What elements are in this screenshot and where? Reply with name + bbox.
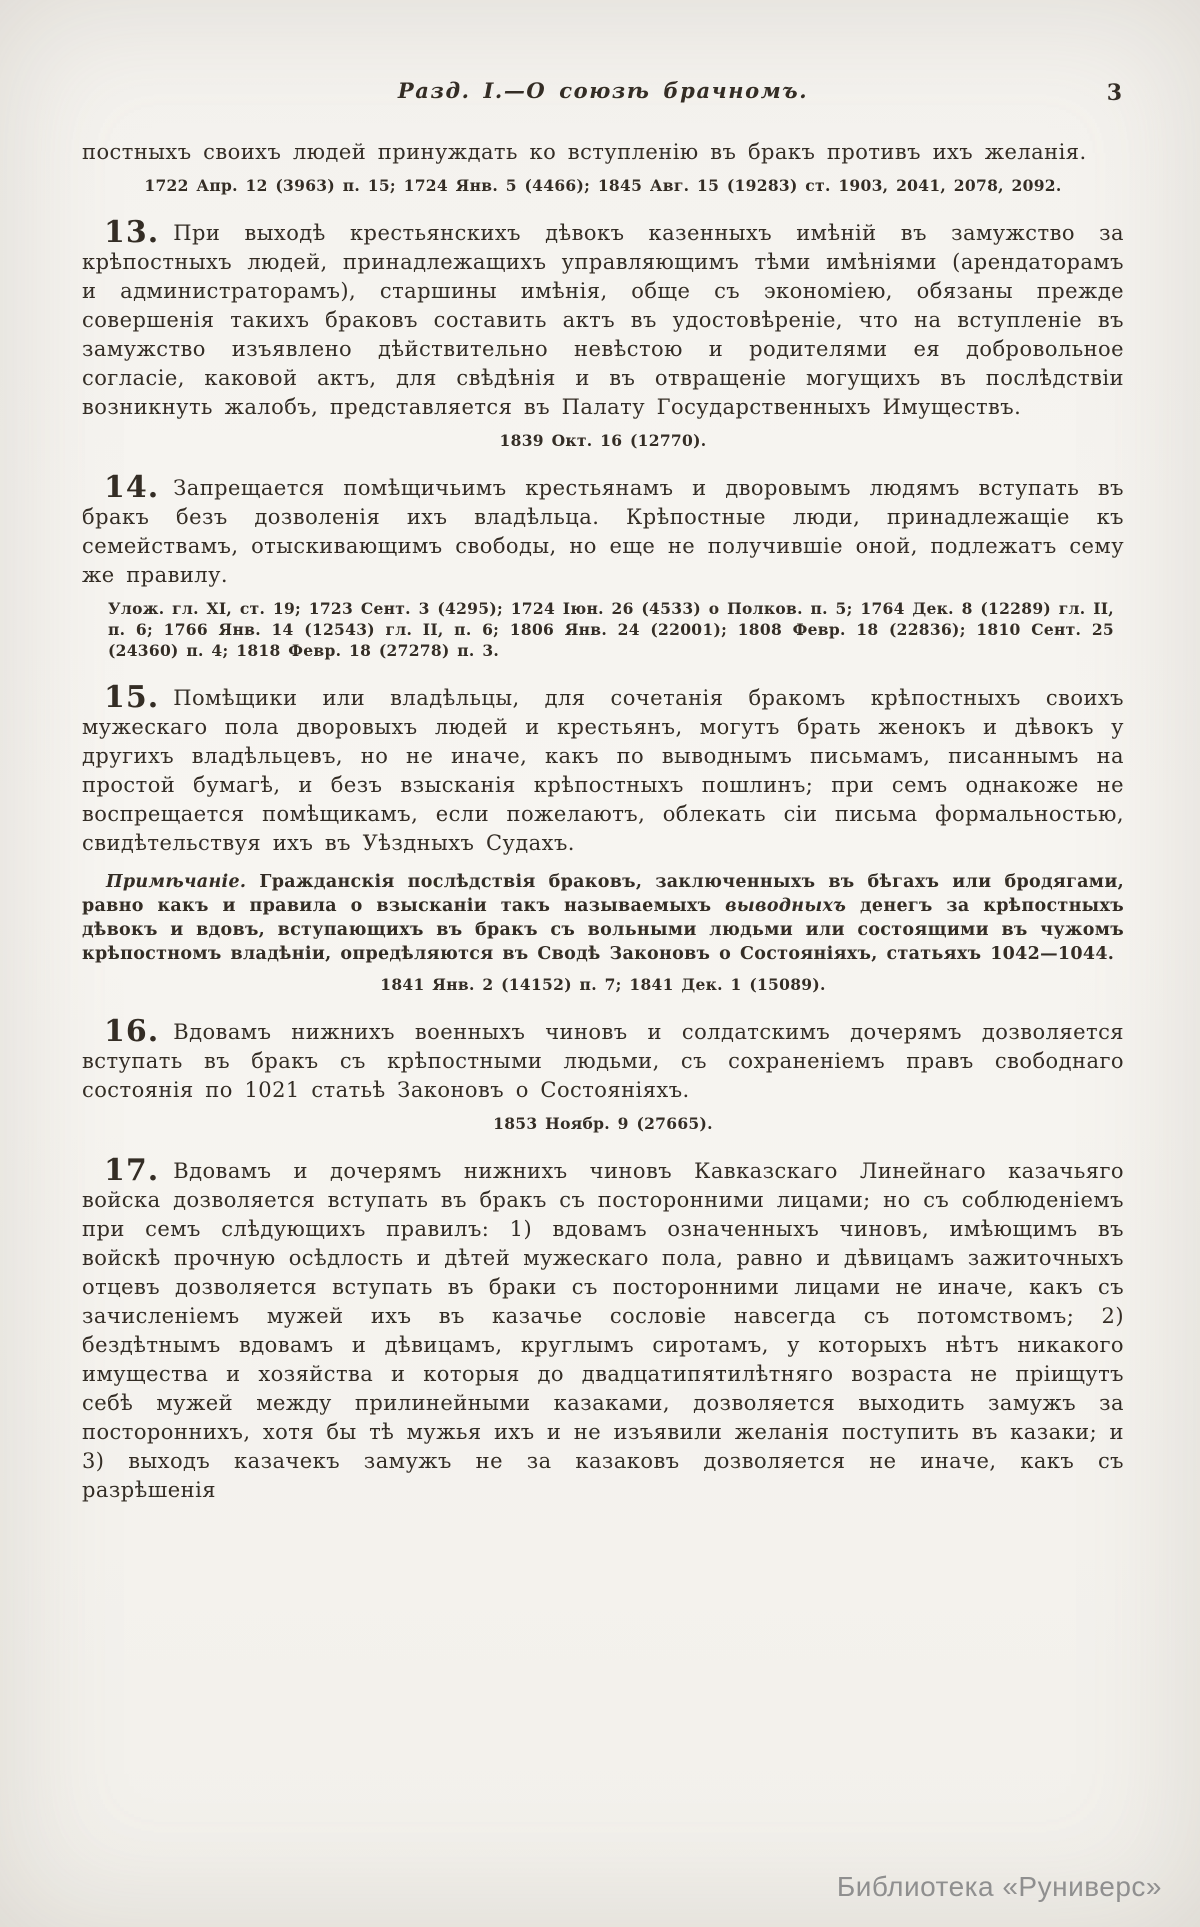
citation-article-16: 1853 Ноябр. 9 (27665). — [493, 1114, 713, 1133]
article-17-text: Вдовамъ и дочерямъ нижнихъ чиновъ Кавказскаго Линейнаго казачьяго войска дозволяется вступать въ бракъ съ посторонними лицами; но съ соблюденіемъ при семъ слѣдующихъ правилъ: 1) вдовамъ означенныхъ чиновъ, имѣющимъ въ войскѣ прочную осѣдлость и дѣтей мужескаго пола, равно и дѣвицамъ зажиточныхъ отцевъ дозволяется вступать въ браки съ посторонними лицами не иначе, какъ съ зачисленіемъ мужей ихъ въ казачье сословіе навсегда съ потомствомъ; 2) бездѣтнымъ вдовамъ и дѣвицамъ, круглымъ сиротамъ, у которыхъ нѣтъ никакого имущества и хозяйства и которыя до двадцатипятилѣтняго возраста не пріищутъ себѣ мужей между прилинейными казаками, дозволяется выходить замужъ за постороннихъ, хотя бы тѣ мужья ихъ и не изъявили желанія поступить въ казаки; и 3) выходъ казачекъ замужъ не за казаковъ дозволяется не иначе, какъ съ разрѣшенія — [82, 1159, 1124, 1502]
page-number: 3 — [1106, 80, 1122, 106]
note-label: Примѣчаніе. — [106, 872, 247, 892]
paragraph-continuation: постныхъ своихъ людей принуждать ко вступленію въ бракъ противъ ихъ желанія. — [82, 140, 1087, 164]
section-title: Разд. I.—О союзѣ брачномъ. — [397, 78, 809, 103]
article-15-text: Помѣщики или владѣльцы, для сочетанія бракомъ крѣпостныхъ своихъ мужескаго пола дворовыхъ людей и крестьянъ, могутъ брать женокъ и дѣвокъ у другихъ владѣльцевъ, но не иначе, какъ по выводнымъ письмамъ, писаннымъ на простой бумагѣ, и безъ взысканія крѣпостныхъ пошлинъ; при семъ однакоже не воспрещается помѣщикамъ, если пожелаютъ, облекать сіи письма формальностью, свидѣтельствуя ихъ въ Уѣздныхъ Судахъ. — [82, 686, 1124, 855]
citation-top: 1722 Апр. 12 (3963) п. 15; 1724 Янв. 5 (4466); 1845 Авг. 15 (19283) ст. 1903, 2041, 2078, 2092. — [144, 176, 1062, 195]
citation-article-13: 1839 Окт. 16 (12770). — [499, 431, 707, 450]
article-15-number: 15. — [104, 680, 160, 715]
note-paragraph — [82, 870, 1124, 966]
note-text-post: денегъ за крѣпостныхъ дѣвокъ и вдовъ, вступающихъ въ бракъ съ вольными людьми или состоящими въ чужомъ крѣпостномъ владѣніи, опредѣляются въ Сводѣ Законовъ о Состояніяхъ, статьяхъ 1042—1044. — [82, 896, 1124, 964]
citation-article-15: 1841 Янв. 2 (14152) п. 7; 1841 Дек. 1 (15089). — [380, 975, 826, 994]
article-14-number: 14. — [104, 470, 160, 505]
article-13-number: 13. — [104, 215, 160, 250]
running-header — [82, 78, 1124, 112]
article-16 — [82, 1014, 1124, 1105]
citation-article-14: Улож. гл. XI, ст. 19; 1723 Сент. 3 (4295); 1724 Іюн. 26 (4533) о Полков. п. 5; 1764 Дек. 8 (12289) гл. II, п. 6; 1766 Янв. 14 (12543) гл. II, п. 6; 1806 Янв. 24 (22001); 1808 Февр. 18 (22836); 1810 Сент. 25 (24360) п. 4; 1818 Февр. 18 (27278) п. 3. — [108, 599, 1114, 660]
article-15 — [82, 680, 1124, 858]
article-17 — [82, 1153, 1124, 1505]
article-14-text: Запрещается помѣщичьимъ крестьянамъ и дворовымъ людямъ вступать въ бракъ безъ дозволенія ихъ владѣльца. Крѣпостные люди, принадлежащіе къ семействамъ, отыскивающимъ свободы, но еще не получившіе оной, подлежатъ сему же правилу. — [82, 476, 1124, 587]
article-17-number: 17. — [104, 1153, 160, 1188]
article-16-number: 16. — [104, 1014, 160, 1049]
note-text-pre: Гражданскія послѣдствія браковъ, заключенныхъ въ бѣгахъ или бродягами, равно какъ и правила о взысканіи такъ называемыхъ — [82, 872, 1124, 916]
article-13 — [82, 215, 1124, 422]
article-13-text: При выходѣ крестьянскихъ дѣвокъ казенныхъ имѣній въ замужство за крѣпостныхъ людей, принадлежащихъ управляющимъ тѣми имѣніями (арендаторамъ и администраторамъ), старшины имѣнія, обще съ экономіею, обязаны прежде совершенія такихъ браковъ составить актъ въ удостовѣреніе, что на вступленіе въ замужство изъявлено дѣйствительно невѣстою и родителями ея добровольное согласіе, каковой актъ, для свѣдѣнія и въ отвращеніе могущихъ въ послѣдствіи возникнуть жалобъ, представляется въ Палату Государственныхъ Имуществъ. — [82, 221, 1124, 419]
note-text-emphasis: выводныхъ — [725, 896, 847, 916]
page-content — [82, 78, 1124, 1505]
article-14 — [82, 470, 1124, 590]
article-16-text: Вдовамъ нижнихъ военныхъ чиновъ и солдатскимъ дочерямъ дозволяется вступать въ бракъ съ крѣпостными людьми, съ сохраненіемъ правъ свободнаго состоянія по 1021 статьѣ Законовъ о Состояніяхъ. — [82, 1020, 1124, 1102]
library-watermark: Библиотека «Руниверс» — [836, 1871, 1162, 1902]
